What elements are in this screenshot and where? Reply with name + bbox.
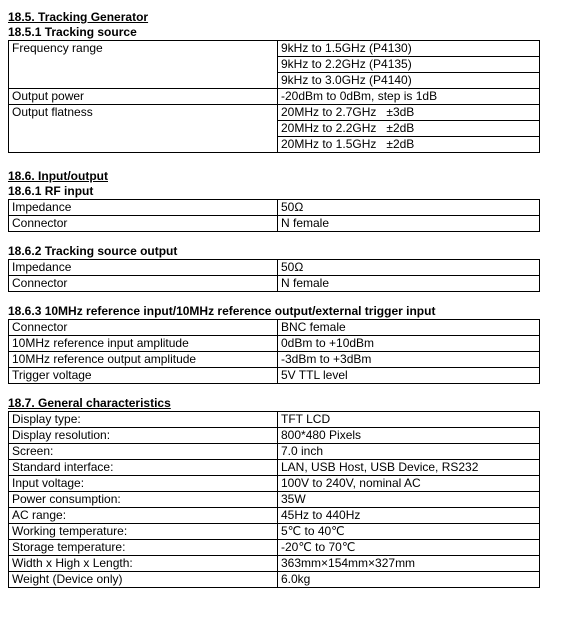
table-row bbox=[9, 524, 540, 540]
table-row bbox=[9, 476, 540, 492]
table-row bbox=[9, 276, 540, 292]
table-row bbox=[9, 216, 540, 232]
row-value: -3dBm to +3dBm bbox=[278, 352, 540, 368]
row-value: N female bbox=[278, 276, 540, 292]
section-title-18-5: 18.5. Tracking Generator bbox=[8, 10, 149, 24]
row-value: 50Ω bbox=[278, 260, 540, 276]
row-value: 6.0kg bbox=[278, 572, 540, 588]
tracking-source-table bbox=[8, 40, 540, 153]
reference-io-table bbox=[8, 319, 540, 384]
row-value: 5V TTL level bbox=[278, 368, 540, 384]
row-label: Display resolution: bbox=[9, 428, 278, 444]
row-label: Storage temperature: bbox=[9, 540, 278, 556]
row-label: Width x High x Length: bbox=[9, 556, 278, 572]
table-row bbox=[9, 336, 540, 352]
row-label: Impedance bbox=[9, 200, 278, 216]
table-row bbox=[9, 444, 540, 460]
row-label: Screen: bbox=[9, 444, 278, 460]
row-value: -20dBm to 0dBm, step is 1dB bbox=[278, 89, 540, 105]
table-row bbox=[9, 368, 540, 384]
row-label: Weight (Device only) bbox=[9, 572, 278, 588]
row-value: 5℃ to 40℃ bbox=[278, 524, 540, 540]
row-label: Working temperature: bbox=[9, 524, 278, 540]
row-label: Standard interface: bbox=[9, 460, 278, 476]
subsection-title-18-6-2: 18.6.2 Tracking source output bbox=[8, 244, 178, 258]
row-label: 10MHz reference output amplitude bbox=[9, 352, 278, 368]
row-value: 363mm×154mm×327mm bbox=[278, 556, 540, 572]
general-characteristics-table bbox=[8, 411, 540, 588]
row-value: 9kHz to 3.0GHz (P4140) bbox=[278, 73, 540, 89]
table-row bbox=[9, 540, 540, 556]
rf-input-table bbox=[8, 199, 540, 232]
table-row bbox=[9, 428, 540, 444]
row-value: LAN, USB Host, USB Device, RS232 bbox=[278, 460, 540, 476]
table-row bbox=[9, 508, 540, 524]
row-value: 9kHz to 2.2GHz (P4135) bbox=[278, 57, 540, 73]
row-value: BNC female bbox=[278, 320, 540, 336]
row-label: Power consumption: bbox=[9, 492, 278, 508]
table-row bbox=[9, 352, 540, 368]
section-title-18-6: 18.6. Input/output bbox=[8, 169, 108, 183]
row-label: Trigger voltage bbox=[9, 368, 278, 384]
subsection-title-18-6-1: 18.6.1 RF input bbox=[8, 184, 94, 198]
row-value: 9kHz to 1.5GHz (P4130) bbox=[278, 41, 540, 57]
row-label: Connector bbox=[9, 216, 278, 232]
row-label: 10MHz reference input amplitude bbox=[9, 336, 278, 352]
table-row bbox=[9, 556, 540, 572]
row-value: 20MHz to 1.5GHz ±2dB bbox=[278, 137, 540, 153]
row-value: 35W bbox=[278, 492, 540, 508]
row-value: 20MHz to 2.7GHz ±3dB bbox=[278, 105, 540, 121]
row-label: Input voltage: bbox=[9, 476, 278, 492]
spec-document bbox=[8, 10, 540, 588]
table-row bbox=[9, 200, 540, 216]
row-value: 7.0 inch bbox=[278, 444, 540, 460]
row-label: Connector bbox=[9, 276, 278, 292]
table-row bbox=[9, 492, 540, 508]
table-row bbox=[9, 460, 540, 476]
section-title-18-7: 18.7. General characteristics bbox=[8, 396, 171, 410]
row-value: N female bbox=[278, 216, 540, 232]
row-label: Impedance bbox=[9, 260, 278, 276]
row-label: Connector bbox=[9, 320, 278, 336]
row-value: 100V to 240V, nominal AC bbox=[278, 476, 540, 492]
row-value: -20℃ to 70℃ bbox=[278, 540, 540, 556]
table-row bbox=[9, 105, 540, 121]
table-row bbox=[9, 320, 540, 336]
table-row bbox=[9, 572, 540, 588]
table-row bbox=[9, 41, 540, 57]
table-row bbox=[9, 89, 540, 105]
subsection-title-18-5-1: 18.5.1 Tracking source bbox=[8, 25, 137, 39]
tracking-output-table bbox=[8, 259, 540, 292]
row-value: 20MHz to 2.2GHz ±2dB bbox=[278, 121, 540, 137]
subsection-title-18-6-3: 18.6.3 10MHz reference input/10MHz reference output/external trigger input bbox=[8, 304, 436, 318]
row-value: 0dBm to +10dBm bbox=[278, 336, 540, 352]
table-row bbox=[9, 412, 540, 428]
row-label: Output flatness bbox=[9, 105, 278, 153]
row-label: AC range: bbox=[9, 508, 278, 524]
row-label: Display type: bbox=[9, 412, 278, 428]
row-value: TFT LCD bbox=[278, 412, 540, 428]
row-label: Output power bbox=[9, 89, 278, 105]
table-row bbox=[9, 260, 540, 276]
row-label: Frequency range bbox=[9, 41, 278, 89]
row-value: 50Ω bbox=[278, 200, 540, 216]
row-value: 45Hz to 440Hz bbox=[278, 508, 540, 524]
row-value: 800*480 Pixels bbox=[278, 428, 540, 444]
